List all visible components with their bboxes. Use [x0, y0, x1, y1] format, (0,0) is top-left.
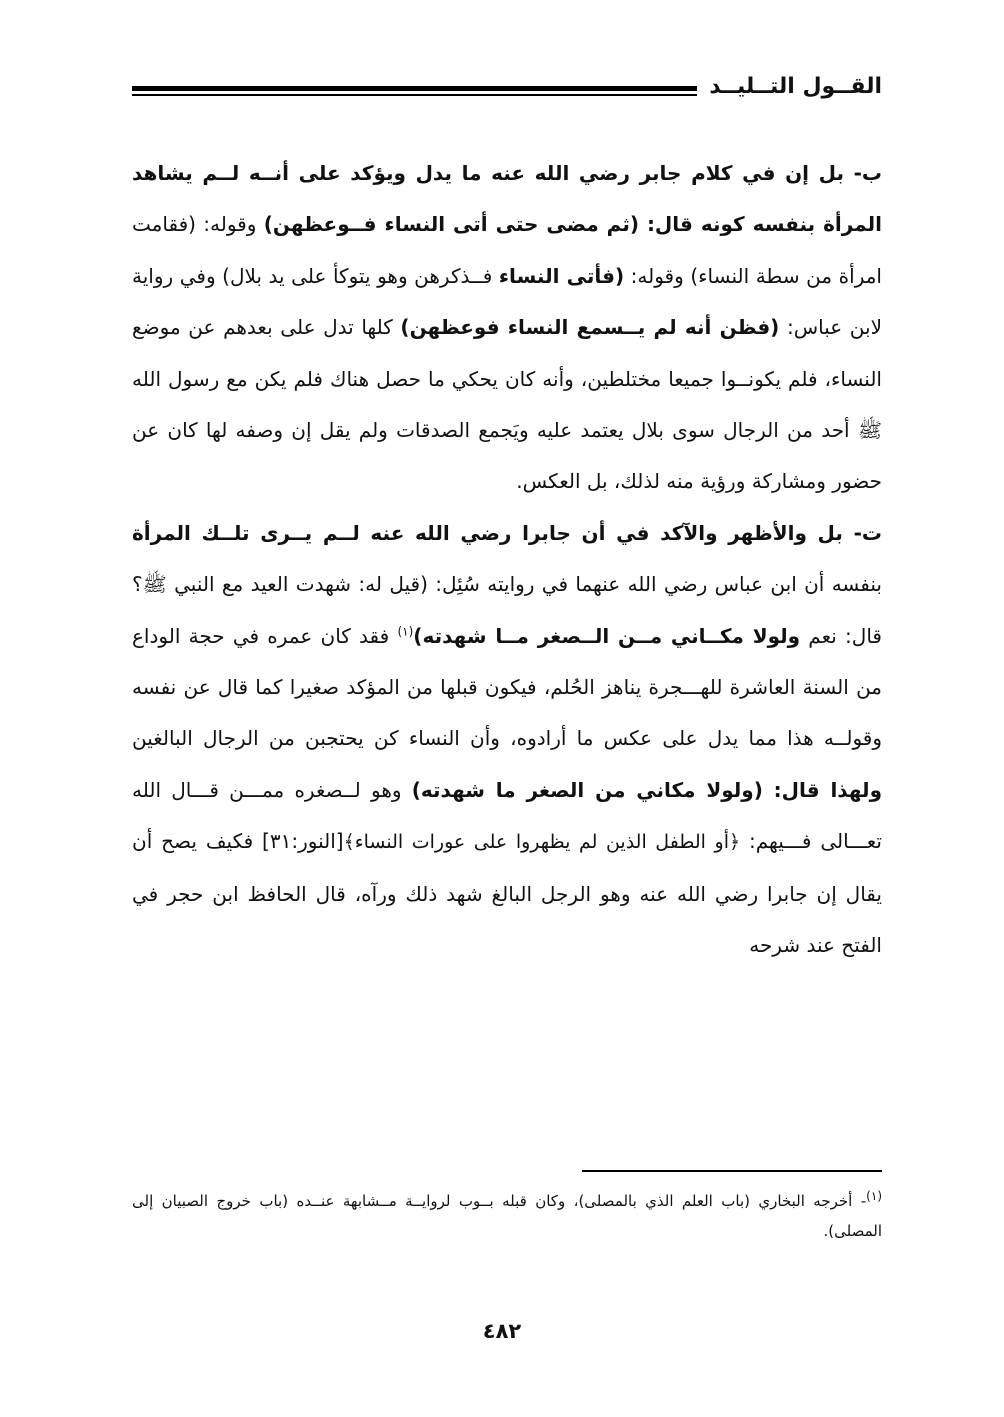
text-run: بنفسه أن ابن عباس رضي الله عنهما في روايته سُئِل: (قيل له: شهدت العيد مع النبي ﷺ؟ قال: نعم [132, 572, 882, 648]
quran-verse: ﴿أو الطفل الذين لم يظهروا على عورات النساء﴾ [343, 831, 741, 854]
bold-text: (فأتى النساء [498, 263, 625, 288]
text-run: وقوله: (فقامت امرأة من سطة النساء) وقوله: [132, 212, 882, 288]
paragraph-t [132, 508, 882, 972]
text-run: كلها تدل على بعدهم عن موضع النساء، فلم يكونــوا جميعا مختلطين، وأنه كان يحكي ما حصل هناك فلم يكن مع رسول الله ﷺ أحد من الرجال سوى بلال يعتمد عليه ويَجمع الصدقات ولم يقل إن وصفه لها كان عن حضور ومشاركة ورؤية منه لذلك، بل العكس. [132, 315, 882, 494]
text-run: فــذكرهن وهو يتوكأ على يد بلال) وفي رواية لابن عباس: [132, 263, 882, 340]
footnote-text: - أخرجه البخاري (باب العلم الذي بالمصلى)، وكان قبله بــوب لروايــة مــشابهة عنــده (باب خروج الصبيان إلى المصلى). [132, 1192, 882, 1240]
text-run: [النور:٣١] فكيف يصح أن يقال إن جابرا رضي الله عنه وهو الرجل البالغ شهد ذلك ورآه، قال الحافظ ابن حجر في الفتح عند شرحه [132, 829, 882, 958]
bold-text: ت- بل والأظهر والآكد في أن جابرا رضي الله عنه لــم يــرى تلــك المرأة [132, 520, 882, 545]
bold-text: ولولا مكــاني مــن الــصغر مــا شهدته) [413, 623, 801, 648]
footnote-ref: (١) [397, 624, 414, 638]
bold-text: ولهذا قال: (ولولا مكاني من الصغر ما شهدته) [411, 777, 882, 802]
footnote-entry [132, 1186, 882, 1246]
footnote [132, 1186, 882, 1246]
paragraph-b [132, 148, 882, 508]
header-rule [132, 86, 697, 96]
page-number: ٤٨٢ [482, 1319, 522, 1343]
book-title: القــول التــليــد [709, 74, 882, 99]
text-run: وهو لــصغره ممـــن قـــال الله تعـــالى فـــيهم: [132, 777, 882, 854]
page-header [132, 72, 882, 112]
footnote-marker: (١) [866, 1189, 882, 1203]
bold-text: (فظن أنه لم يــسمع النساء فوعظهن) [400, 315, 780, 340]
text-run: فقد كان عمره في حجة الوداع من السنة العاشرة للهـــجرة يناهز الحُلم، فيكون قبلها من المؤكد صغيرا كما قال عن نفسه وقولــه هذا مما يدل على عكس ما أرادوه، وأن النساء كن يحتجبن من الرجال البالغين [132, 623, 882, 751]
footnote-separator [582, 1170, 882, 1172]
main-text [132, 148, 882, 972]
bold-text: ب- بل إن في كلام جابر رضي الله عنه ما يدل ويؤكد على أنــه لــم يشاهد المرأة بنفسه كونه قال: (ثم مضى حتى أتى النساء فــوعظهن) [132, 161, 882, 237]
